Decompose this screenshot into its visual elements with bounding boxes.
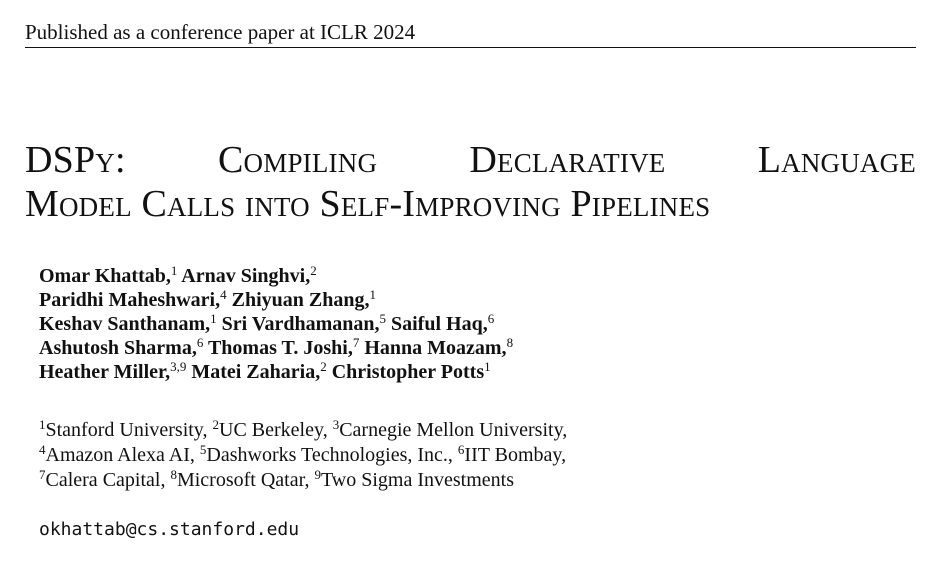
affiliation-marker: 1 — [369, 287, 376, 302]
author-name: Hanna Moazam, — [364, 337, 507, 359]
author-name: Christopher Potts — [331, 361, 485, 383]
affiliation-number: 4 — [39, 442, 46, 457]
title-word: Language — [757, 139, 916, 181]
affiliation-text: Amazon Alexa AI, — [45, 444, 200, 466]
author-name: Keshav Santhanam, — [39, 313, 211, 335]
title-word: DSPy: — [25, 139, 126, 181]
affiliation-number: 6 — [457, 442, 465, 457]
affiliation-number: 8 — [170, 467, 177, 482]
author-row — [39, 288, 513, 312]
affiliation-row — [39, 418, 567, 443]
affiliation-list — [39, 418, 567, 493]
affiliation-number: 3 — [332, 417, 340, 432]
author-row — [39, 336, 513, 360]
title-word: Declarative — [469, 139, 666, 181]
affiliation-text: IIT Bombay, — [464, 444, 567, 466]
affiliation-row — [39, 468, 567, 493]
title-word: Compiling — [218, 139, 378, 181]
affiliation-marker: 8 — [506, 335, 514, 350]
author-row — [39, 360, 513, 384]
affiliation-marker: 7 — [352, 335, 360, 350]
affiliation-text: Microsoft Qatar, — [176, 469, 315, 491]
author-name: Zhiyuan Zhang, — [231, 289, 370, 311]
affiliation-marker: 6 — [487, 311, 495, 326]
affiliation-marker: 1 — [170, 263, 178, 278]
affiliation-text: Two Sigma Investments — [320, 469, 514, 491]
author-name: Sri Vardhamanan, — [221, 313, 380, 335]
affiliation-number: 7 — [39, 467, 46, 482]
affiliation-text: Dashworks Technologies, Inc., — [206, 444, 458, 466]
author-list — [39, 264, 513, 384]
running-header: Published as a conference paper at ICLR 2024 — [25, 20, 916, 48]
affiliation-row — [39, 443, 567, 468]
affiliation-text: UC Berkeley, — [219, 419, 333, 441]
author-name: Thomas T. Joshi, — [207, 337, 353, 359]
author-row — [39, 264, 513, 288]
affiliation-marker: 2 — [320, 359, 327, 374]
affiliation-text: Carnegie Mellon University, — [339, 419, 568, 441]
affiliation-number: 1 — [39, 417, 46, 432]
author-name: Matei Zaharia, — [191, 361, 321, 383]
paper-title — [25, 138, 916, 226]
author-name: Omar Khattab, — [39, 265, 171, 287]
author-row — [39, 312, 513, 336]
author-name: Ashutosh Sharma, — [39, 337, 197, 359]
author-name: Heather Miller, — [39, 361, 171, 383]
contact-email[interactable]: okhattab@cs.stanford.edu — [39, 519, 300, 540]
affiliation-marker: 4 — [220, 287, 227, 302]
affiliation-marker: 1 — [484, 359, 491, 374]
affiliation-marker: 3,9 — [170, 359, 187, 374]
affiliation-number: 2 — [212, 417, 220, 432]
affiliation-marker: 2 — [310, 263, 317, 278]
title-line-2: Model Calls into Self-Improving Pipelines — [25, 183, 711, 225]
affiliation-number: 5 — [199, 442, 207, 457]
affiliation-text: Calera Capital, — [45, 469, 171, 491]
title-line-1 — [25, 138, 916, 182]
author-name: Saiful Haq, — [391, 313, 488, 335]
author-name: Arnav Singhvi, — [181, 265, 311, 287]
affiliation-number: 9 — [314, 467, 321, 482]
affiliation-text: Stanford University, — [45, 419, 213, 441]
affiliation-marker: 5 — [379, 311, 386, 326]
author-name: Paridhi Maheshwari, — [39, 289, 221, 311]
affiliation-marker: 6 — [196, 335, 204, 350]
affiliation-marker: 1 — [210, 311, 217, 326]
